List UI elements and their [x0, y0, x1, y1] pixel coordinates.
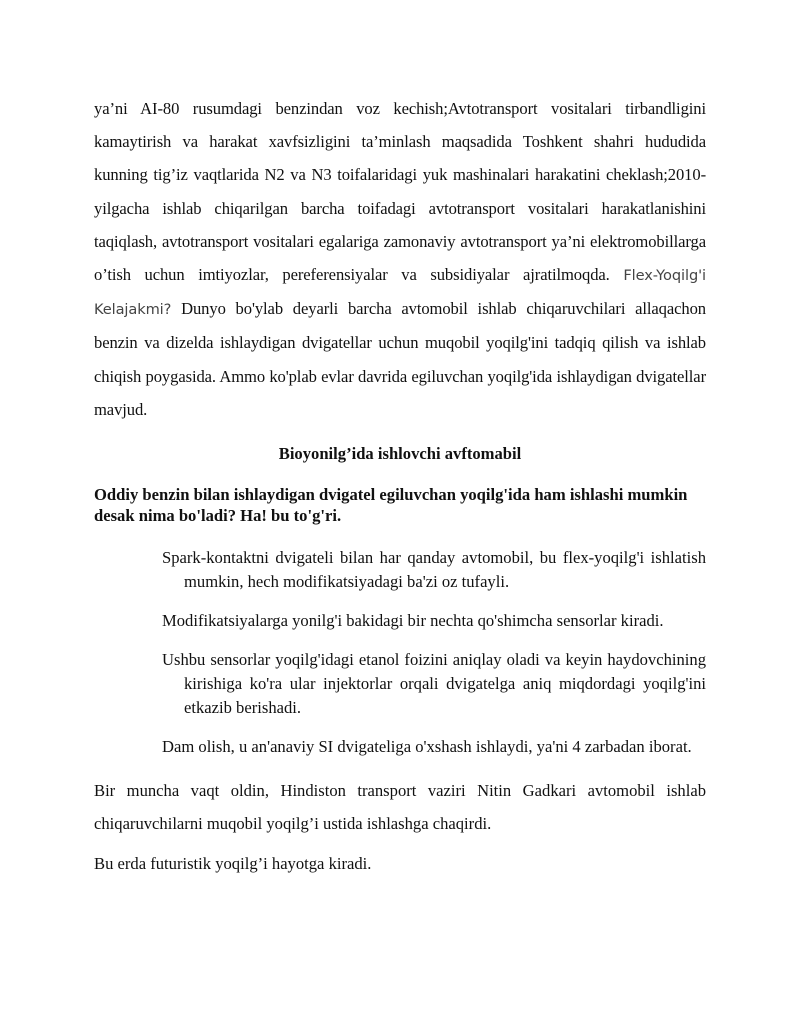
list-item: Modifikatsiyalarga yonilg'i bakidagi bir nechta qo'shimcha sensorlar kiradi.	[162, 611, 664, 631]
flex-fuel-question-inline: Flex-Yoqilg'i Kelajakmi?	[94, 267, 706, 319]
closing-paragraph: Bu erda futuristik yoqilg’i hayotga kiradi.	[94, 854, 372, 874]
minister-paragraph: Bir muncha vaqt oldin, Hindiston transport vaziri Nitin Gadkari avtomobil ishlab chiqaruvchilarni muqobil yoqilg’i ustida ishlashga chaqirdi.	[94, 781, 706, 834]
list-item: Ushbu sensorlar yoqilg'idagi etanol foizini aniqlay oladi va keyin haydovchining kirishiga ko'ra ular injektorlar orqali dvigatelga aniq miqdordagi yoqilg'ini etkazib berishadi.	[162, 650, 706, 718]
document-page	[94, 92, 706, 876]
section-title: Bioyonilg’ida ishlovchi avftomabil	[278, 444, 522, 464]
bold-question: Oddiy benzin bilan ishlaydigan dvigatel egiluvchan yoqilg'ida ham ishlashi mumkin desak nima bo'ladi? Ha! bu to'g'ri.	[94, 485, 688, 526]
list-item: Spark-kontaktni dvigateli bilan har qanday avtomobil, bu flex-yoqilg'i ishlatish mumkin, hech modifikatsiyadagi ba'zi oz tufayli.	[162, 548, 706, 592]
intro-paragraph	[94, 92, 706, 426]
list-item: Dam olish, u an'anaviy SI dvigateliga o'xshash ishlaydi, ya'ni 4 zarbadan iborat.	[162, 737, 692, 757]
modification-list	[94, 546, 706, 759]
intro-text-after: Dunyo bo'ylab deyarli barcha avtomobil ishlab chiqaruvchilari allaqachon benzin va dizelda ishlaydigan dvigatellar uchun muqobil yoqilg'ini tadqiq qilish va ishlab chiqish poygasida. Ammo ko'plab evlar davrida egiluvchan yoqilg'ida ishlaydigan dvigatellar mavjud.	[94, 299, 706, 419]
intro-text-before: ya’ni AI-80 rusumdagi benzindan voz kechish;Avtotransport vositalari tirbandligini kamaytirish va harakat xavfsizligini ta’minlash maqsadida Toshkent shahri hududida kunning tig’iz vaqtlarida N2 va N3 toifalaridagi yuk mashinalari harakatini cheklash;2010-yilgacha ishlab chiqarilgan barcha toifadagi avtotransport vositalari harakatlanishini taqiqlash, avtotransport vositalari egalariga zamonaviy avtotransport ya’ni elektromobillarga o’tish uchun imtiyozlar, pereferensiyalar va subsidiyalar ajratilmoqda.	[94, 99, 706, 285]
